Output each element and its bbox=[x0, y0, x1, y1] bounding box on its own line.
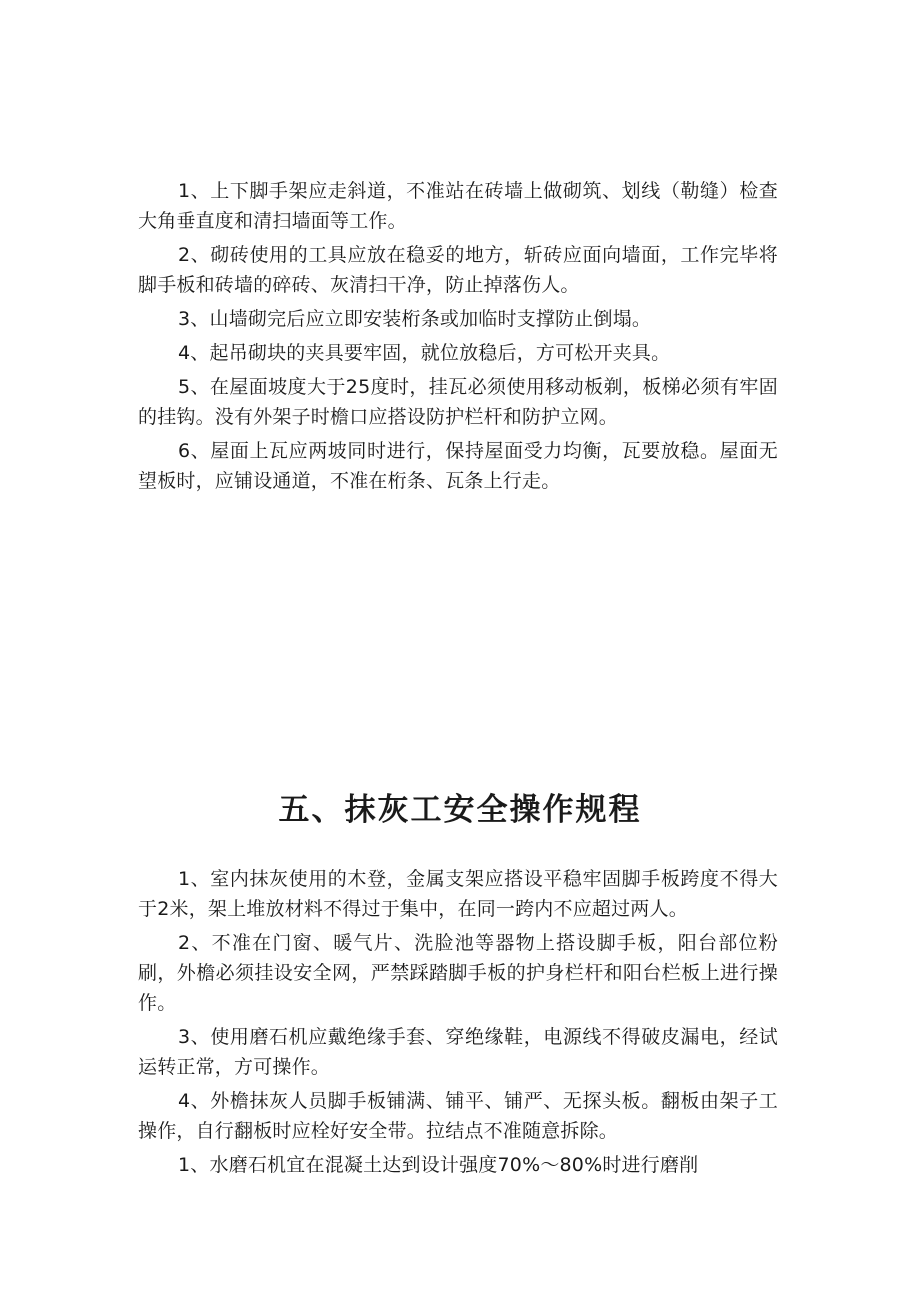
rule-paragraph: 1、上下脚手架应走斜道，不准站在砖墙上做砌筑、划线（勒缝）检查大角垂直度和清扫墙面等工作。 bbox=[138, 180, 778, 232]
rule-paragraph: 1、水磨石机宜在混凝土达到设计强度70%～80%时进行磨削 bbox=[178, 1154, 699, 1176]
masonry-rules-section bbox=[138, 176, 778, 500]
rule-paragraph: 5、在屋面坡度大于25度时，挂瓦必须使用移动板剃，板梯必须有牢固的挂钩。没有外架子时檐口应搭设防护栏杆和防护立网。 bbox=[138, 376, 778, 428]
rule-paragraph: 6、屋面上瓦应两坡同时进行，保持屋面受力均衡，瓦要放稳。屋面无望板时，应铺设通道，不准在桁条、瓦条上行走。 bbox=[138, 440, 778, 492]
rule-paragraph: 4、外檐抹灰人员脚手板铺满、铺平、铺严、无探头板。翻板由架子工操作，自行翻板时应栓好安全带。拉结点不准随意拆除。 bbox=[138, 1090, 778, 1142]
rule-paragraph: 2、砌砖使用的工具应放在稳妥的地方，斩砖应面向墙面，工作完毕将脚手板和砖墙的碎砖、灰清扫干净，防止掉落伤人。 bbox=[138, 244, 778, 296]
rule-paragraph: 3、使用磨石机应戴绝缘手套、穿绝缘鞋，电源线不得破皮漏电，经试运转正常，方可操作。 bbox=[138, 1026, 778, 1078]
rule-paragraph: 4、起吊砌块的夹具要牢固，就位放稳后，方可松开夹具。 bbox=[178, 342, 671, 364]
rule-paragraph: 1、室内抹灰使用的木登，金属支架应搭设平稳牢固脚手板跨度不得大于2米，架上堆放材料不得过于集中，在同一跨内不应超过两人。 bbox=[138, 868, 778, 920]
rule-paragraph: 3、山墙砌完后应立即安装桁条或加临时支撑防止倒塌。 bbox=[178, 308, 652, 330]
plastering-rules-section bbox=[138, 864, 778, 1184]
section-title: 五、抹灰工安全操作规程 bbox=[278, 792, 642, 828]
rule-paragraph: 2、不准在门窗、暖气片、洗脸池等器物上搭设脚手板，阳台部位粉刷，外檐必须挂设安全网，严禁踩踏脚手板的护身栏杆和阳台栏板上进行操作。 bbox=[138, 932, 778, 1014]
